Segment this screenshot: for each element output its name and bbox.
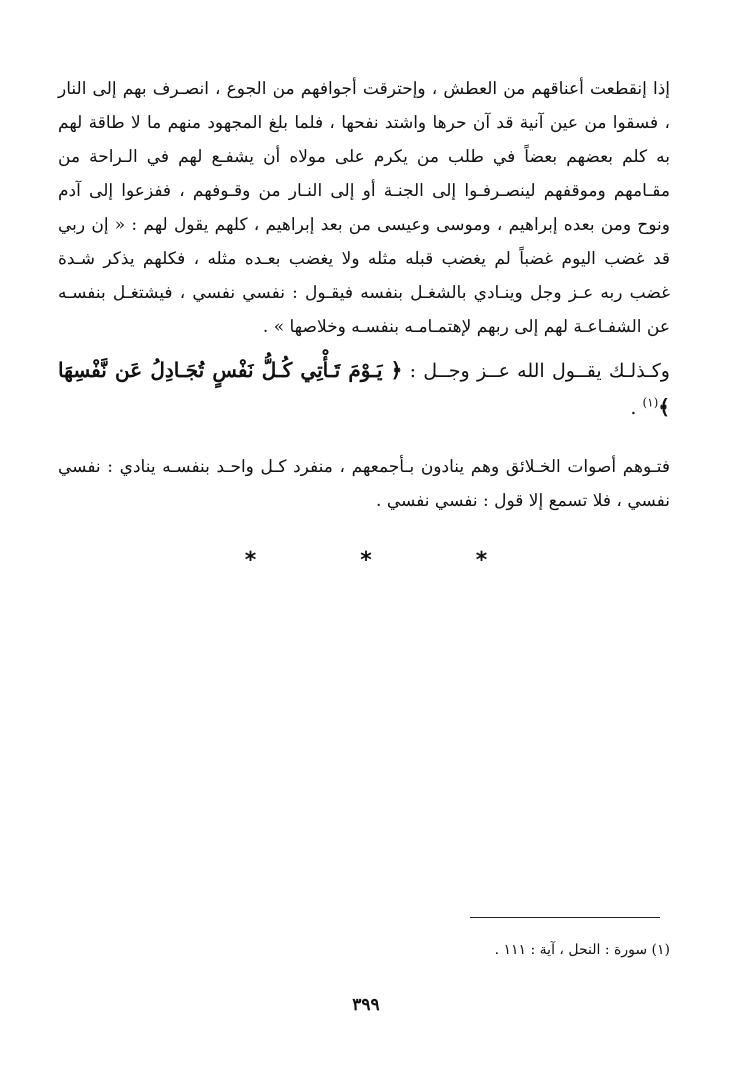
main-text bbox=[58, 72, 670, 518]
paragraph-2: فتـوهم أصوات الخـلائق وهم ينادون بـأجمعهم ، منفرد كـل واحـد بنفسـه ينادي : نفسي نفسي ، فلا تسمع إلا قول : نفسي نفسي . bbox=[58, 457, 670, 511]
page-number: ٣٩٩ bbox=[352, 995, 380, 1015]
separator-star-icon: * bbox=[244, 548, 257, 573]
footnote: (١) سورة : النحل ، آية : ١١١ . bbox=[494, 942, 670, 958]
quran-verse: ﴿ يَـوْمَ تَـأْتِي كُـلُّ نَفْسٍ تُجَـادِلُ عَن نَّفْسِهَا ﴾ bbox=[58, 358, 670, 419]
footnote-marker: (١) bbox=[642, 395, 659, 410]
separator-star-icon: * bbox=[360, 548, 372, 573]
verse-end-punctuation: . bbox=[630, 397, 637, 419]
separator-star-icon: * bbox=[475, 548, 488, 573]
verse-paragraph bbox=[58, 352, 670, 426]
verse-intro: وكـذلـك يقــول الله عــز وجــل : bbox=[409, 360, 670, 382]
section-separator bbox=[0, 548, 732, 573]
paragraph-1: إذا إنقطعت أعناقهم من العطش ، وإحترقت أجوافهم من الجوع ، انصـرف بهم إلى النار ، فسقوا من عين آنية قد آن حرها واشتد نفحها ، فلما بلغ المجهود منهم ما لا طاقة لهم به كلم بعضهم بعضاً في طلب من يكرم على مولاه أن يشفـع لهم في الـراحة من مقـامهم وموقفهم لينصـرفـوا إلى الجنـة أو إلى النـار من وقـوفهم ، ففزعوا إلى آدم ونوح ومن بعده إبراهيم ، وموسى وعيسى من بعد إبراهيم ، كلهم يقول لهم : « إن ربي قد غضب اليوم غضباً لم يغضب قبله مثله ولا يغضب بعـده مثله ، فكلهم يذكر شـدة غضب ربه عـز وجل وينـادي بالشغـل بنفسه فيقـول : نفسي نفسي ، فيشتغـل بنفسـه عن الشفـاعـة لهم إلى ربهم لإهتمـامـه بنفسـه وخلاصها » . bbox=[58, 79, 670, 337]
footnote-divider bbox=[470, 917, 660, 918]
